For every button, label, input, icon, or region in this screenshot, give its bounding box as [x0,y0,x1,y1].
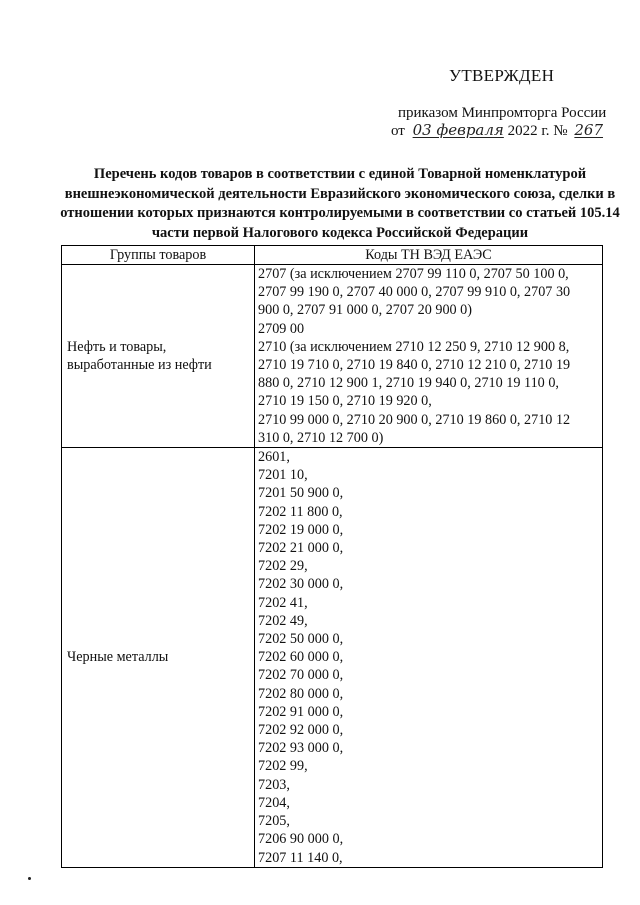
code-line: 7202 80 000 0, [258,685,344,702]
code-line: 7202 11 800 0, [258,503,343,520]
code-line: 7202 91 000 0, [258,703,344,720]
code-line: 7202 41, [258,594,308,611]
approval-stamp-title: УТВЕРЖДЕН [449,66,555,85]
code-line: 7206 90 000 0, [258,831,344,848]
code-line: 2709 00 [258,320,305,337]
code-line: 880 0, 2710 12 900 1, 2710 19 940 0, 2710 19 110 0, [258,375,559,392]
code-line: 7202 92 000 0, [258,722,344,739]
table-header-row [62,246,603,265]
code-line: 2707 (за исключением 2707 99 110 0, 2707 50 100 0, [258,266,569,282]
code-line: 7202 60 000 0, [258,649,344,666]
handwritten-order-number: 267 [574,121,604,139]
code-line: 7202 30 000 0, [258,576,344,593]
table-body [62,265,603,868]
codes-cell [255,265,603,448]
code-line: 2710 (за исключением 2710 12 250 9, 2710 12 900 8, [258,338,570,355]
code-line: 7202 21 000 0, [258,540,344,557]
code-line: 7201 10, [258,467,308,484]
codes-table [61,245,603,868]
code-line: 310 0, 2710 12 700 0) [258,429,384,446]
code-line: 7202 29, [258,558,308,575]
code-line: 7202 49, [258,612,308,629]
codes-cell [255,448,603,868]
code-line: 2707 99 190 0, 2707 40 000 0, 2707 99 910 0, 2707 30 [258,284,571,301]
scan-speck [28,877,31,880]
code-line: 7201 50 900 0, [258,485,344,502]
approval-date-line [391,121,603,140]
code-line: 7202 93 000 0, [258,740,344,757]
code-line: 2710 99 000 0, 2710 20 900 0, 2710 19 860 0, 2710 12 [258,411,571,428]
handwritten-date: 03 февраля [412,121,504,139]
table-row [62,265,603,448]
code-line: 7203, [258,776,290,793]
product-group-cell: Черные металлы [62,448,255,868]
code-line: 2710 19 710 0, 2710 19 840 0, 2710 12 210 0, 2710 19 [258,357,571,374]
code-line: 2601, [258,449,290,466]
code-line: 7205, [258,813,290,830]
code-line: 7207 11 140 0, [258,849,343,866]
document-title: Перечень кодов товаров в соответствии с единой Товарной номенклатурой внешнеэкономической деятельности Евразийского экономического союза, сделки в отношении которых признаются контролируемыми в соответствии со статьей 105.14 части первой Налогового кодекса Российской Федерации [60,166,620,241]
column-header-codes: Коды ТН ВЭД ЕАЭС [255,246,603,265]
date-year: 2022 г. № [507,123,568,139]
product-group-cell: Нефть и товары, выработанные из нефти [62,265,255,448]
column-header-groups: Группы товаров [62,246,255,265]
code-line: 2710 19 150 0, 2710 19 920 0, [258,393,432,410]
code-line: 900 0, 2707 91 000 0, 2707 20 900 0) [258,302,472,319]
code-line: 7202 19 000 0, [258,521,344,538]
code-line: 7202 50 000 0, [258,631,344,648]
approval-order-line: приказом Минпромторга России [398,105,607,121]
date-prefix: от [391,123,405,139]
table-row [62,448,603,868]
code-line: 7202 70 000 0, [258,667,344,684]
code-line: 7204, [258,794,290,811]
code-line: 7202 99, [258,758,308,775]
